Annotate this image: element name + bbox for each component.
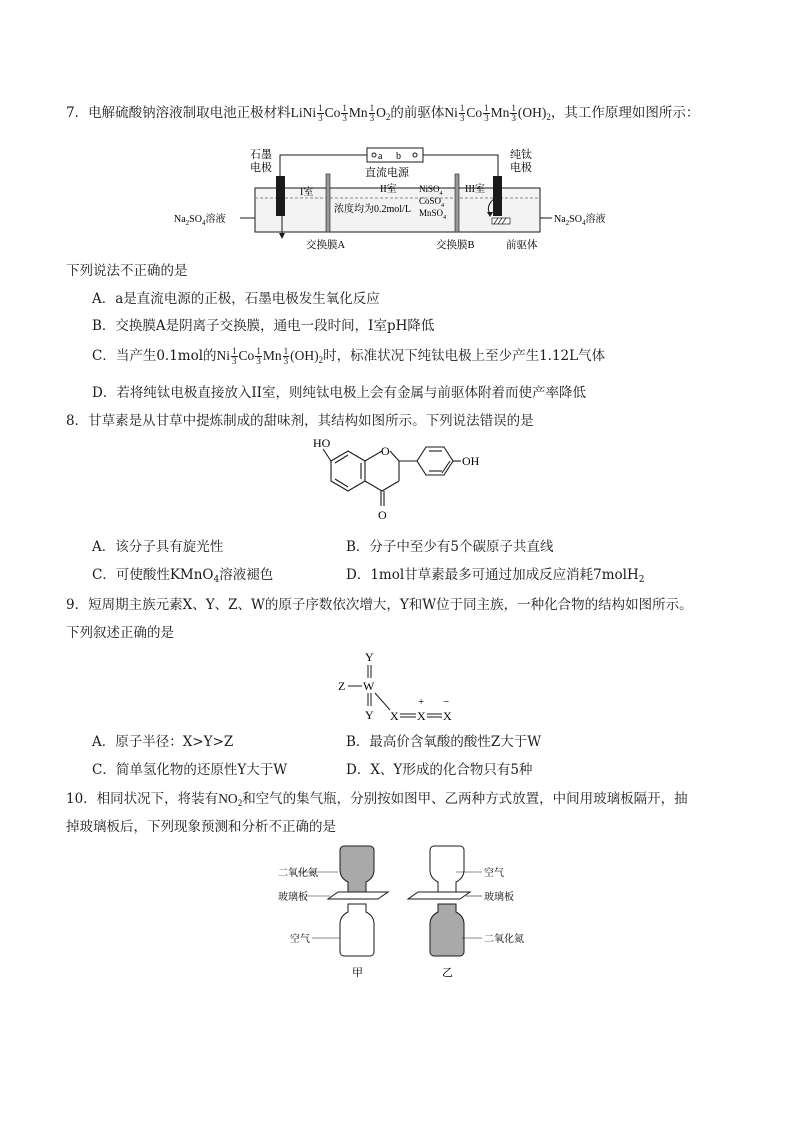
yi-glass-label: 玻璃板 xyxy=(484,892,514,903)
electrode-label-left: 电极 xyxy=(250,162,272,174)
formula-no2: $NO_2$ xyxy=(218,791,243,808)
frac: $\frac{1}{3}$ xyxy=(256,346,261,367)
frac: $\frac{1}{3}$ xyxy=(484,103,489,124)
graphite-electrode xyxy=(276,176,285,216)
yi-label: 乙 xyxy=(442,967,453,979)
q7-question: 下列说法不正确的是 xyxy=(66,263,188,279)
setup-jia xyxy=(278,846,388,979)
frac: $\frac{1}{3}$ xyxy=(232,346,237,367)
charge-plus: + xyxy=(418,696,425,708)
salt-nickel: NiSO$_4$ xyxy=(419,184,443,197)
q7-lead: 7．电解硫酸钠溶液制取电池正极材料 xyxy=(66,105,291,121)
charge-minus: − xyxy=(443,696,450,708)
q7-c-pre: C．当产生0.1mol的 xyxy=(92,348,217,364)
q9-question-line2: 下列叙述正确的是 xyxy=(66,625,174,641)
q10-question-line2: 掉玻璃板后，下列现象预测和分析不正确的是 xyxy=(66,819,336,835)
membrane-b-label: 交换膜B xyxy=(436,240,475,251)
ring-oxygen: O xyxy=(381,444,390,458)
q9-option-b: B．最高价含氧酸的酸性Z大于W xyxy=(346,734,542,750)
salt-manganese: MnSO$_4$ xyxy=(419,208,447,221)
yi-air-label: 空气 xyxy=(484,868,504,879)
q8-option-b: B．分子中至少有5个碳原子共直线 xyxy=(346,539,554,555)
q9-option-a: A．原子半径：X>Y>Z xyxy=(92,734,234,750)
q10-pre: 10．相同状况下，将装有 xyxy=(66,791,219,807)
atom-z: Z xyxy=(338,679,346,693)
electrolysis-diagram xyxy=(160,140,630,252)
q8-d-text: D．1mol甘草素最多可通过加成反应消耗7molH xyxy=(346,567,639,583)
terminal-a: a xyxy=(378,151,383,162)
salt-cobalt: CoSO$_4$ xyxy=(419,196,445,209)
keto-oxygen: O xyxy=(378,508,387,522)
formula-cathode: LiNi $\frac{1}{3}$ Co $\frac{1}{3}$ Mn $\frac{1}{3}$ $O_2$ xyxy=(290,103,391,124)
q7-option-b: B．交换膜A是阴离子交换膜，通电一段时间，I室pH降低 xyxy=(92,318,435,334)
hydroxyl-left: HO xyxy=(313,436,331,450)
q7-tail: ，其工作原理如图所示： xyxy=(550,105,700,121)
frac: $\frac{1}{3}$ xyxy=(511,103,516,124)
q9-option-d: D．X、Y形成的化合物只有5种 xyxy=(346,762,533,778)
q8-option-c: C．可使酸性KMnO$_4$溶液褪色 xyxy=(92,567,274,585)
q7-stem-line xyxy=(66,104,699,126)
q7-c-post: 时，标准状况下纯钛电极上至少产生1.12L气体 xyxy=(323,348,606,364)
room1-label: I室 xyxy=(300,187,314,198)
atom-x-3: X xyxy=(443,709,452,723)
q8-option-d: D．1mol甘草素最多可通过加成反应消耗7molH$_2$ xyxy=(346,567,645,585)
jia-glass-label: 玻璃板 xyxy=(278,892,308,903)
q8-question: 8．甘草素是从甘草中提炼制成的甜味剂，其结构如图所示。下列说法错误的是 xyxy=(66,413,534,429)
room3-label: III室 xyxy=(465,184,485,195)
frac: $\frac{1}{3}$ xyxy=(369,103,375,124)
membrane-a-label: 交换膜A xyxy=(306,240,346,251)
compound-structure xyxy=(330,648,470,728)
frac: $\frac{1}{3}$ xyxy=(459,103,465,124)
q7-option-a: A．a是直流电源的正极，石墨电极发生氧化反应 xyxy=(92,291,380,307)
gas-bottles-diagram xyxy=(270,842,530,982)
concentration-label: 浓度均为0.2mol/L xyxy=(334,204,411,215)
precursor-label: 前驱体 xyxy=(506,240,538,251)
formula-precursor-c: Ni $\frac{1}{3}$ Co $\frac{1}{3}$ Mn $\frac{1}{3}$ $(OH)_2$ xyxy=(216,346,324,367)
q8-c-pre: C．可使酸性KMnO xyxy=(92,567,214,583)
jia-no2-label: 二氧化氮 xyxy=(278,868,318,879)
atom-x-1: X xyxy=(390,709,399,723)
electrode-label-right: 电极 xyxy=(510,162,532,174)
terminal-b: b xyxy=(396,151,401,162)
q9-question-line1: 9．短周期主族元素X、Y、Z、W的原子序数依次增大，Y和W位于同主族，一种化合物的结构如图所示。 xyxy=(66,597,693,613)
frac: $\frac{1}{3}$ xyxy=(318,103,323,124)
titanium-electrode xyxy=(493,176,502,216)
frac: $\frac{1}{3}$ xyxy=(342,103,347,124)
q7-option-c xyxy=(92,347,605,369)
setup-yi xyxy=(408,846,524,979)
titanium-label: 纯钛 xyxy=(510,149,532,161)
jia-air-label: 空气 xyxy=(290,934,310,945)
q8-option-a: A．该分子具有旋光性 xyxy=(92,539,224,555)
yi-no2-label: 二氧化氮 xyxy=(484,934,524,945)
atom-y-top: Y xyxy=(365,650,374,664)
atom-w: W xyxy=(363,679,375,693)
q7-mid: 的前驱体 xyxy=(390,105,445,121)
atom-x-2: X xyxy=(417,709,426,723)
power-source xyxy=(367,148,423,162)
q9-option-c: C．简单氢化物的还原性Y大于W xyxy=(92,762,288,778)
jia-label: 甲 xyxy=(352,967,363,979)
membrane-a xyxy=(326,174,330,232)
q10-post: 和空气的集气瓶，分别按如图甲、乙两种方式放置，中间用玻璃板隔开，抽 xyxy=(242,791,688,807)
membrane-b xyxy=(455,174,459,232)
room2-label: II室 xyxy=(380,184,397,195)
left-solution-label: $Na_2SO_4$溶液 xyxy=(174,214,226,227)
q7-option-d: D．若将纯钛电极直接放入II室，则纯钛电极上会有金属与前驱体附着而使产率降低 xyxy=(92,385,586,401)
right-solution-label: $Na_2SO_4$溶液 xyxy=(554,214,606,227)
source-label: 直流电源 xyxy=(365,167,409,179)
graphite-label: 石墨 xyxy=(250,149,272,161)
precursor-deposit xyxy=(492,218,510,224)
formula-precursor: Ni $\frac{1}{3}$ Co $\frac{1}{3}$ Mn $\frac{1}{3}$ $(OH)_2$ xyxy=(444,103,551,124)
q8-c-post: 溶液褪色 xyxy=(219,567,274,583)
glycyrrhizin-structure xyxy=(305,433,495,533)
frac: $\frac{1}{3}$ xyxy=(283,346,289,367)
atom-y-bottom: Y xyxy=(365,708,374,722)
hydroxyl-right: OH xyxy=(462,454,480,468)
q10-question-line1 xyxy=(66,790,688,812)
